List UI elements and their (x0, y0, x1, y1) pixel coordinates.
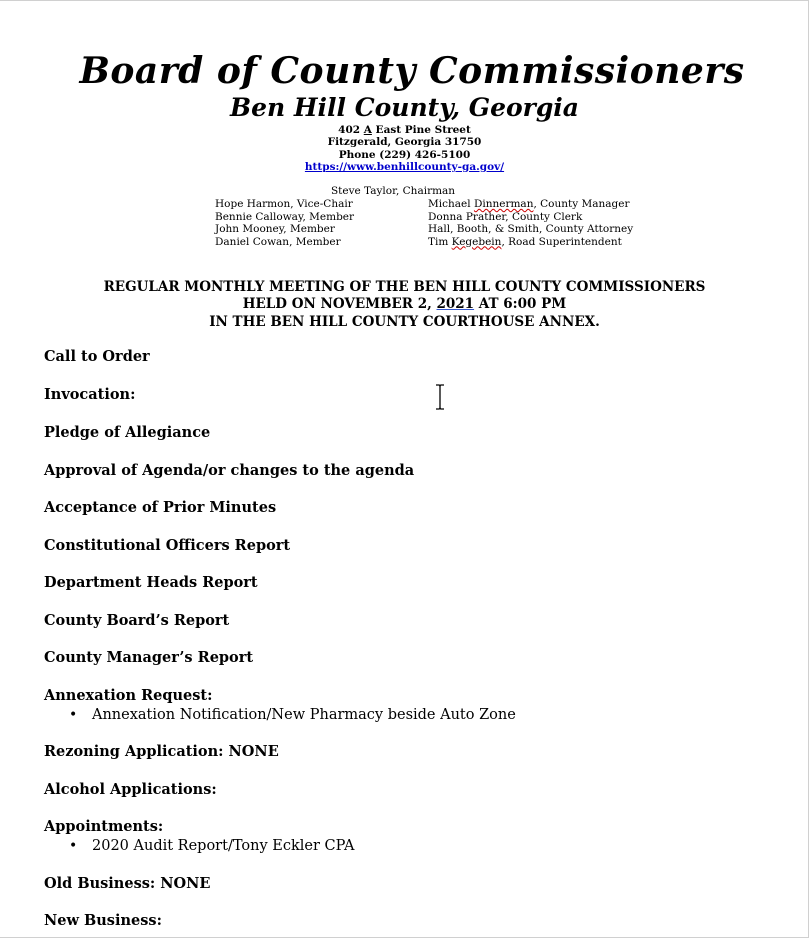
bullet-text: 2020 Audit Report/Tony Eckler CPA (92, 838, 355, 854)
address-street: East Pine Street (371, 124, 471, 136)
meeting-heading-line-2 (0, 296, 809, 314)
name-part: Michael (428, 198, 474, 210)
agenda-annexation-bullet (44, 706, 784, 724)
meeting-year: 2021 (436, 296, 475, 312)
agenda-call-to-order: Call to Order (44, 348, 150, 365)
address-letter: A (363, 124, 372, 136)
agenda-approval: Approval of Agenda/or changes to the agenda (44, 461, 415, 479)
official-county-clerk: Donna Prather, County Clerk (428, 210, 583, 223)
agenda-old-business: Old Business: NONE (44, 874, 211, 892)
official-county-attorney: Hall, Booth, & Smith, County Attorney (428, 223, 634, 235)
official-member: Bennie Calloway, Member (215, 210, 355, 223)
document-subtitle: Ben Hill County, Georgia (229, 93, 580, 122)
agenda-invocation: Invocation: (44, 386, 136, 403)
name-part: Tim (428, 235, 452, 248)
bullet-icon: • (69, 838, 78, 854)
meeting-time: AT 6:00 PM (474, 296, 567, 312)
agenda-constitutional: Constitutional Officers Report (44, 536, 291, 554)
chairman: Steve Taylor, Chairman (330, 185, 456, 197)
meeting-heading-line-3: IN THE BEN HILL COUNTY COURTHOUSE ANNEX. (209, 314, 600, 330)
agenda-county-board: County Board’s Report (44, 611, 230, 629)
bullet-icon: • (69, 706, 78, 723)
agenda-annexation: Annexation Request: (44, 686, 213, 704)
website-link[interactable]: https://www.benhillcounty-ga.gov/ (304, 161, 505, 173)
spellcheck-word: Dinnerman (473, 198, 534, 210)
role-part: , Road Superintendent (501, 235, 622, 248)
officials-left-column (215, 198, 354, 248)
meeting-heading-line-1: REGULAR MONTHLY MEETING OF THE BEN HILL COUNTY COMMISSIONERS (103, 279, 706, 295)
city-line: Fitzgerald, Georgia 31750 (327, 136, 482, 148)
address-number: 402 (338, 124, 364, 136)
spellcheck-word: Kegebein (451, 235, 502, 248)
agenda-appointments: Appointments: (44, 818, 164, 835)
bullet-text: Annexation Notification/New Pharmacy beside Auto Zone (92, 706, 516, 723)
phone-line: Phone (229) 426-5100 (338, 149, 471, 161)
meeting-date-prefix: HELD ON NOVEMBER 2, (242, 296, 437, 312)
agenda-department: Department Heads Report (44, 574, 258, 591)
official-road-superintendent (428, 236, 633, 249)
agenda-alcohol: Alcohol Applications: (44, 780, 217, 798)
text-cursor-icon (434, 384, 446, 410)
agenda-pledge: Pledge of Allegiance (44, 424, 211, 441)
official-vice-chair: Hope Harmon, Vice-Chair (215, 198, 353, 210)
officials-right-column (428, 198, 633, 248)
official-member: Daniel Cowan, Member (215, 235, 341, 248)
official-county-manager (428, 198, 633, 211)
page-border-top (0, 0, 809, 1)
role-part: , County Manager (533, 198, 630, 210)
agenda-rezoning: Rezoning Application: NONE (44, 743, 279, 760)
agenda-acceptance: Acceptance of Prior Minutes (44, 499, 277, 516)
agenda-county-manager: County Manager’s Report (44, 649, 254, 666)
agenda-list (44, 348, 784, 930)
agenda-new-business: New Business: (44, 912, 162, 929)
document-title: Board of County Commissioners (79, 50, 745, 92)
official-member: John Mooney, Member (215, 223, 335, 235)
agenda-appointments-bullet (44, 837, 784, 855)
address-line (0, 124, 809, 136)
